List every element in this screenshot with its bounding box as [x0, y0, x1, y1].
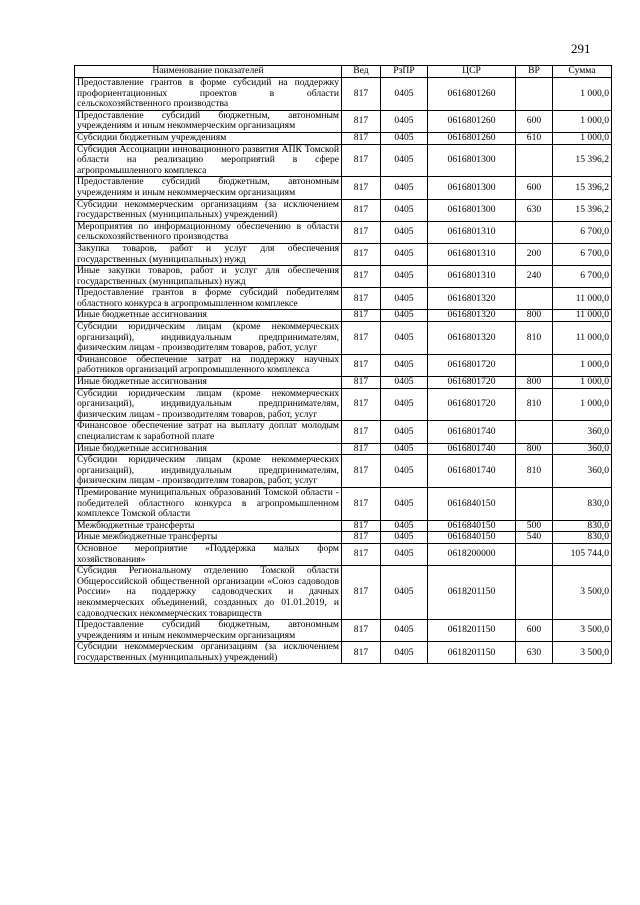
cell-rzpr: 0405 — [381, 322, 428, 355]
cell-csr: 0618201150 — [428, 642, 516, 664]
cell-csr: 0616801300 — [428, 199, 516, 221]
cell-csr: 0616840150 — [428, 532, 516, 544]
cell-csr: 0616801310 — [428, 243, 516, 265]
cell-sum: 1 000,0 — [553, 354, 612, 376]
cell-rzpr: 0405 — [381, 543, 428, 565]
cell-rzpr: 0405 — [381, 455, 428, 488]
cell-sum: 6 700,0 — [553, 243, 612, 265]
cell-sum: 360,0 — [553, 421, 612, 443]
cell-vr: 540 — [516, 532, 553, 544]
cell-csr: 0616801320 — [428, 288, 516, 310]
cell-ved: 817 — [342, 566, 381, 620]
cell-csr: 0616801720 — [428, 388, 516, 421]
cell-ved: 817 — [342, 520, 381, 532]
cell-name: Межбюджетные трансферты — [75, 520, 342, 532]
cell-vr — [516, 566, 553, 620]
table-row — [75, 221, 612, 243]
cell-name: Финансовое обеспечение затрат на поддержку научных работников организаций агропромышленного комплекса — [75, 354, 342, 376]
table-header-row — [75, 66, 612, 78]
cell-name: Предоставление субсидий бюджетным, автономным учреждениям и иным некоммерческим организациям — [75, 620, 342, 642]
cell-vr: 630 — [516, 642, 553, 664]
cell-sum: 105 744,0 — [553, 543, 612, 565]
cell-sum: 830,0 — [553, 487, 612, 520]
table-row — [75, 288, 612, 310]
cell-ved: 817 — [342, 78, 381, 111]
cell-sum: 3 500,0 — [553, 620, 612, 642]
cell-csr: 0616801260 — [428, 78, 516, 111]
cell-rzpr: 0405 — [381, 354, 428, 376]
cell-rzpr: 0405 — [381, 132, 428, 144]
cell-name: Иные закупки товаров, работ и услуг для обеспечения государственных (муниципальных) нужд — [75, 266, 342, 288]
cell-name: Иные бюджетные ассигнования — [75, 443, 342, 455]
cell-vr — [516, 221, 553, 243]
header-ved: Вед — [342, 66, 381, 78]
table-row — [75, 266, 612, 288]
cell-vr — [516, 144, 553, 177]
table-row — [75, 532, 612, 544]
cell-vr: 600 — [516, 177, 553, 199]
cell-ved: 817 — [342, 532, 381, 544]
cell-ved: 817 — [342, 288, 381, 310]
cell-name: Предоставление грантов в форме субсидий победителям областного конкурса в агропромышленном комплексе — [75, 288, 342, 310]
cell-rzpr: 0405 — [381, 642, 428, 664]
cell-name: Предоставление субсидий бюджетным, автономным учреждениям и иным некоммерческим организациям — [75, 110, 342, 132]
cell-rzpr: 0405 — [381, 110, 428, 132]
cell-ved: 817 — [342, 310, 381, 322]
cell-name: Субсидии юридическим лицам (кроме некоммерческих организаций), индивидуальным предпринимателям, физическим лицам - производителям товаров, работ, услуг — [75, 455, 342, 488]
cell-ved: 817 — [342, 144, 381, 177]
cell-csr: 0616801260 — [428, 132, 516, 144]
cell-ved: 817 — [342, 110, 381, 132]
cell-csr: 0616801300 — [428, 144, 516, 177]
cell-sum: 360,0 — [553, 455, 612, 488]
cell-ved: 817 — [342, 221, 381, 243]
table-row — [75, 177, 612, 199]
cell-sum: 15 396,2 — [553, 199, 612, 221]
cell-name: Закупка товаров, работ и услуг для обеспечения государственных (муниципальных) нужд — [75, 243, 342, 265]
cell-vr: 800 — [516, 377, 553, 389]
cell-csr: 0616801740 — [428, 421, 516, 443]
table-row — [75, 455, 612, 488]
cell-rzpr: 0405 — [381, 487, 428, 520]
cell-name: Мероприятия по информационному обеспечению в области сельскохозяйственного производства — [75, 221, 342, 243]
cell-vr — [516, 487, 553, 520]
cell-vr — [516, 354, 553, 376]
table-row — [75, 78, 612, 111]
cell-csr: 0618200000 — [428, 543, 516, 565]
cell-sum: 1 000,0 — [553, 110, 612, 132]
table-row — [75, 243, 612, 265]
cell-rzpr: 0405 — [381, 199, 428, 221]
cell-vr — [516, 543, 553, 565]
cell-csr: 0616801260 — [428, 110, 516, 132]
header-rzpr: РзПР — [381, 66, 428, 78]
cell-rzpr: 0405 — [381, 377, 428, 389]
table-row — [75, 322, 612, 355]
cell-csr: 0616801310 — [428, 221, 516, 243]
cell-csr: 0616840150 — [428, 487, 516, 520]
cell-name: Финансовое обеспечение затрат на выплату доплат молодым специалистам к заработной плате — [75, 421, 342, 443]
cell-sum: 3 500,0 — [553, 566, 612, 620]
cell-name: Субсидии некоммерческим организациям (за исключением государственных (муниципальных) учреждений) — [75, 199, 342, 221]
cell-ved: 817 — [342, 132, 381, 144]
cell-sum: 11 000,0 — [553, 310, 612, 322]
cell-vr: 610 — [516, 132, 553, 144]
cell-rzpr: 0405 — [381, 266, 428, 288]
cell-rzpr: 0405 — [381, 310, 428, 322]
table-row — [75, 543, 612, 565]
cell-ved: 817 — [342, 443, 381, 455]
cell-name: Основное мероприятие «Поддержка малых форм хозяйствования» — [75, 543, 342, 565]
cell-sum: 15 396,2 — [553, 177, 612, 199]
cell-name: Иные межбюджетные трансферты — [75, 532, 342, 544]
cell-ved: 817 — [342, 199, 381, 221]
cell-csr: 0616801310 — [428, 266, 516, 288]
cell-rzpr: 0405 — [381, 566, 428, 620]
cell-rzpr: 0405 — [381, 221, 428, 243]
cell-rzpr: 0405 — [381, 532, 428, 544]
cell-rzpr: 0405 — [381, 520, 428, 532]
table-row — [75, 110, 612, 132]
cell-name: Предоставление субсидий бюджетным, автономным учреждениям и иным некоммерческим организациям — [75, 177, 342, 199]
table-row — [75, 354, 612, 376]
cell-ved: 817 — [342, 388, 381, 421]
table-row — [75, 487, 612, 520]
cell-vr: 810 — [516, 455, 553, 488]
table-row — [75, 520, 612, 532]
cell-csr: 0616801720 — [428, 354, 516, 376]
cell-vr: 800 — [516, 443, 553, 455]
table-row — [75, 377, 612, 389]
budget-table — [74, 65, 612, 664]
cell-rzpr: 0405 — [381, 388, 428, 421]
header-sum: Сумма — [553, 66, 612, 78]
cell-ved: 817 — [342, 543, 381, 565]
cell-vr: 600 — [516, 110, 553, 132]
table-row — [75, 642, 612, 664]
cell-vr: 800 — [516, 310, 553, 322]
cell-csr: 0616801320 — [428, 322, 516, 355]
table-row — [75, 620, 612, 642]
cell-sum: 1 000,0 — [553, 377, 612, 389]
table-row — [75, 566, 612, 620]
cell-ved: 817 — [342, 620, 381, 642]
cell-csr: 0616801740 — [428, 443, 516, 455]
cell-rzpr: 0405 — [381, 288, 428, 310]
cell-ved: 817 — [342, 421, 381, 443]
cell-name: Субсидия Региональному отделению Томской области Общероссийской общественной организации «Союз садоводов России» на поддержку садоводческих и дачных некоммерческих объединений, созданных до 01.01.2019, и садоводческих некоммерческих товариществ — [75, 566, 342, 620]
cell-vr: 810 — [516, 388, 553, 421]
cell-rzpr: 0405 — [381, 443, 428, 455]
cell-sum: 6 700,0 — [553, 221, 612, 243]
page-number: 291 — [571, 41, 591, 56]
cell-vr: 600 — [516, 620, 553, 642]
cell-csr: 0616840150 — [428, 520, 516, 532]
header-vr: ВР — [516, 66, 553, 78]
table-row — [75, 421, 612, 443]
cell-sum: 830,0 — [553, 520, 612, 532]
cell-vr: 500 — [516, 520, 553, 532]
cell-sum: 6 700,0 — [553, 266, 612, 288]
cell-rzpr: 0405 — [381, 177, 428, 199]
table-row — [75, 199, 612, 221]
cell-name: Субсидии юридическим лицам (кроме некоммерческих организаций), индивидуальным предпринимателям, физическим лицам - производителям товаров, работ, услуг — [75, 388, 342, 421]
cell-rzpr: 0405 — [381, 620, 428, 642]
cell-vr — [516, 421, 553, 443]
cell-sum: 15 396,2 — [553, 144, 612, 177]
cell-sum: 1 000,0 — [553, 388, 612, 421]
cell-vr: 240 — [516, 266, 553, 288]
cell-csr: 0616801300 — [428, 177, 516, 199]
table-row — [75, 443, 612, 455]
cell-name: Предоставление грантов в форме субсидий на поддержку профориентационных проектов в области сельскохозяйственного производства — [75, 78, 342, 111]
cell-name: Субсидия Ассоциации инновационного развития АПК Томской области на реализацию мероприятий в сфере агропромышленного комплекса — [75, 144, 342, 177]
cell-vr — [516, 288, 553, 310]
cell-ved: 817 — [342, 177, 381, 199]
cell-rzpr: 0405 — [381, 243, 428, 265]
cell-vr: 630 — [516, 199, 553, 221]
header-name: Наименование показателей — [75, 66, 342, 78]
cell-ved: 817 — [342, 243, 381, 265]
cell-csr: 0618201150 — [428, 620, 516, 642]
cell-csr: 0618201150 — [428, 566, 516, 620]
cell-ved: 817 — [342, 642, 381, 664]
cell-name: Субсидии бюджетным учреждениям — [75, 132, 342, 144]
cell-vr: 810 — [516, 322, 553, 355]
cell-name: Иные бюджетные ассигнования — [75, 310, 342, 322]
table-row — [75, 132, 612, 144]
cell-sum: 11 000,0 — [553, 288, 612, 310]
cell-sum: 360,0 — [553, 443, 612, 455]
cell-ved: 817 — [342, 487, 381, 520]
cell-ved: 817 — [342, 322, 381, 355]
cell-vr — [516, 78, 553, 111]
table-row — [75, 388, 612, 421]
cell-csr: 0616801740 — [428, 455, 516, 488]
cell-sum: 1 000,0 — [553, 78, 612, 111]
header-csr: ЦСР — [428, 66, 516, 78]
cell-ved: 817 — [342, 266, 381, 288]
cell-sum: 3 500,0 — [553, 642, 612, 664]
cell-rzpr: 0405 — [381, 78, 428, 111]
table-row — [75, 310, 612, 322]
cell-sum: 11 000,0 — [553, 322, 612, 355]
cell-sum: 830,0 — [553, 532, 612, 544]
cell-name: Субсидии юридическим лицам (кроме некоммерческих организаций), индивидуальным предпринимателям, физическим лицам - производителям товаров, работ, услуг — [75, 322, 342, 355]
cell-name: Иные бюджетные ассигнования — [75, 377, 342, 389]
cell-ved: 817 — [342, 377, 381, 389]
cell-csr: 0616801320 — [428, 310, 516, 322]
table-row — [75, 144, 612, 177]
cell-name: Премирование муниципальных образований Томской области - победителей областного конкурса в агропромышленном комплексе Томской области — [75, 487, 342, 520]
cell-rzpr: 0405 — [381, 421, 428, 443]
cell-vr: 200 — [516, 243, 553, 265]
cell-name: Субсидии некоммерческим организациям (за исключением государственных (муниципальных) учреждений) — [75, 642, 342, 664]
cell-rzpr: 0405 — [381, 144, 428, 177]
cell-ved: 817 — [342, 455, 381, 488]
cell-sum: 1 000,0 — [553, 132, 612, 144]
cell-csr: 0616801720 — [428, 377, 516, 389]
cell-ved: 817 — [342, 354, 381, 376]
